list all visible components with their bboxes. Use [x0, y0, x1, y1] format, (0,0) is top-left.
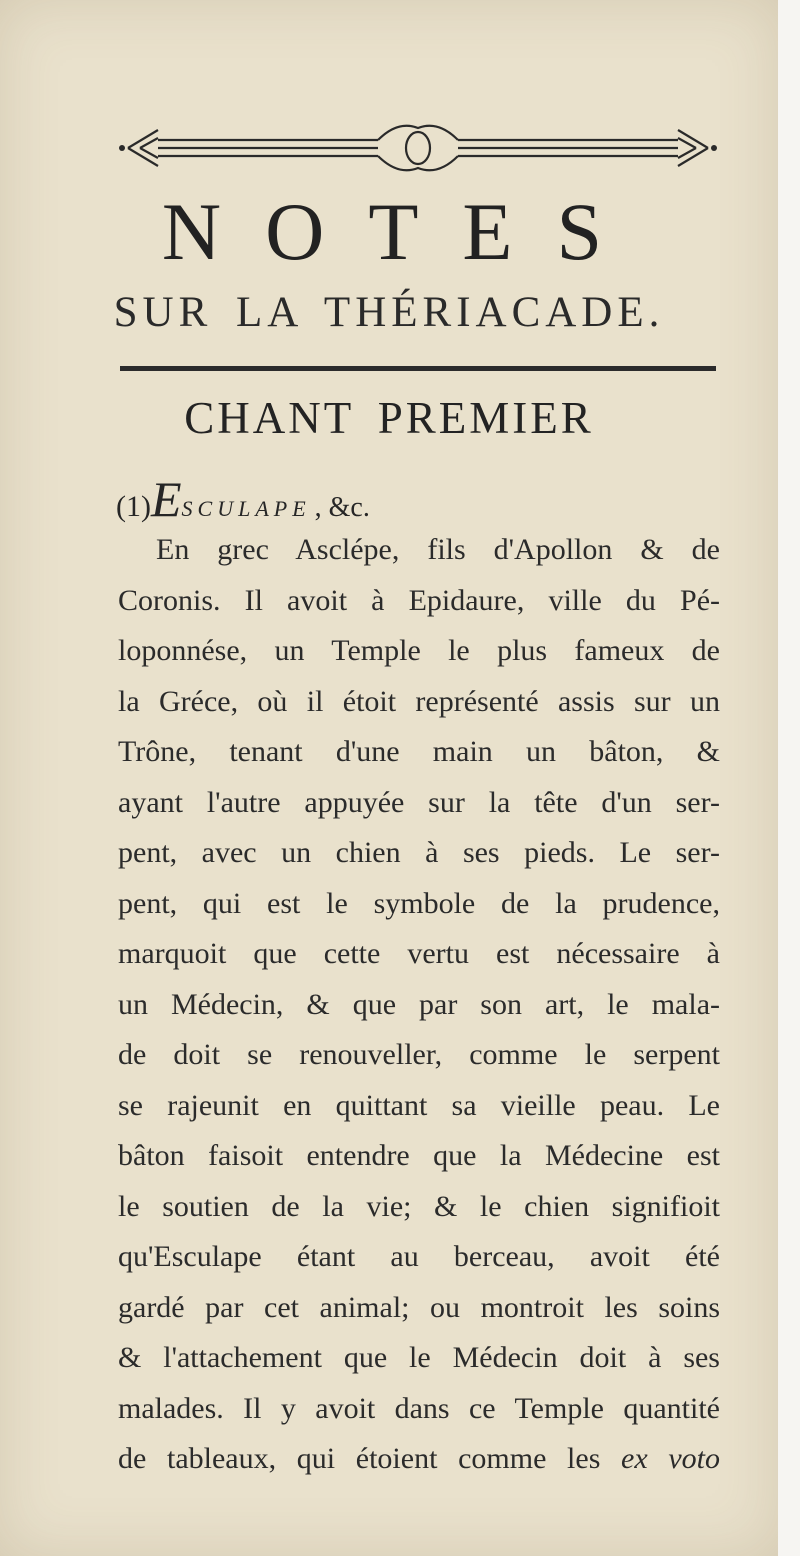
last-line-text: de tableaux, qui étoient comme les — [118, 1442, 622, 1475]
text-line: se rajeunit en quittant sa vieille peau. Le — [118, 1088, 720, 1122]
headword-etc: , &c. — [314, 492, 370, 523]
text-line: ayant l'autre appuyée sur la tête d'un ser- — [118, 785, 720, 819]
divider-rule — [120, 366, 716, 371]
text-line: pent, avec un chien à ses pieds. Le ser- — [118, 836, 720, 869]
text-line: qu'Esculape étant au berceau, avoit été — [118, 1240, 720, 1273]
text-line: gardé par cet animal; ou montroit les soins — [118, 1290, 720, 1324]
text-line: le soutien de la vie; & le chien signifioit — [118, 1189, 720, 1223]
note-headword — [116, 470, 370, 528]
text-line: un Médecin, & que par son art, le mala- — [118, 987, 720, 1021]
page-title: NOTES — [161, 186, 647, 277]
text-line: pent, qui est le symbole de la prudence, — [118, 886, 720, 920]
headword-initial: E — [150, 471, 182, 527]
text-line: bâton faisoit entendre que la Médecine est — [118, 1139, 720, 1172]
chapter-heading: CHANT PREMIER — [184, 393, 594, 443]
text-line: Trône, tenant d'une main un bâton, & — [118, 735, 720, 768]
page-edge — [778, 0, 800, 1556]
headword-rest: SCULAPE — [181, 496, 311, 521]
text-line: la Gréce, où il étoit représenté assis sur un — [118, 684, 720, 718]
text-line: Coronis. Il avoit à Epidaure, ville du Pé- — [118, 583, 720, 617]
text-line: & l'attachement que le Médecin doit à ses — [118, 1341, 720, 1374]
text-line: loponnése, un Temple le plus fameux de — [118, 634, 720, 667]
text-line: En grec Asclépe, fils d'Apollon & de — [156, 533, 720, 566]
page-subtitle: SUR LA THÉRIACADE. — [113, 289, 665, 336]
text-line: de doit se renouveller, comme le serpent — [118, 1038, 720, 1071]
italic-phrase: ex voto — [621, 1442, 720, 1475]
text-line: malades. Il y avoit dans ce Temple quantité — [118, 1391, 720, 1425]
text-line-last — [118, 1434, 720, 1485]
text-line: marquoit que cette vertu est nécessaire à — [118, 937, 720, 970]
note-body — [118, 525, 720, 1485]
note-number: (1) — [116, 490, 151, 523]
ornament-icon — [118, 118, 718, 178]
